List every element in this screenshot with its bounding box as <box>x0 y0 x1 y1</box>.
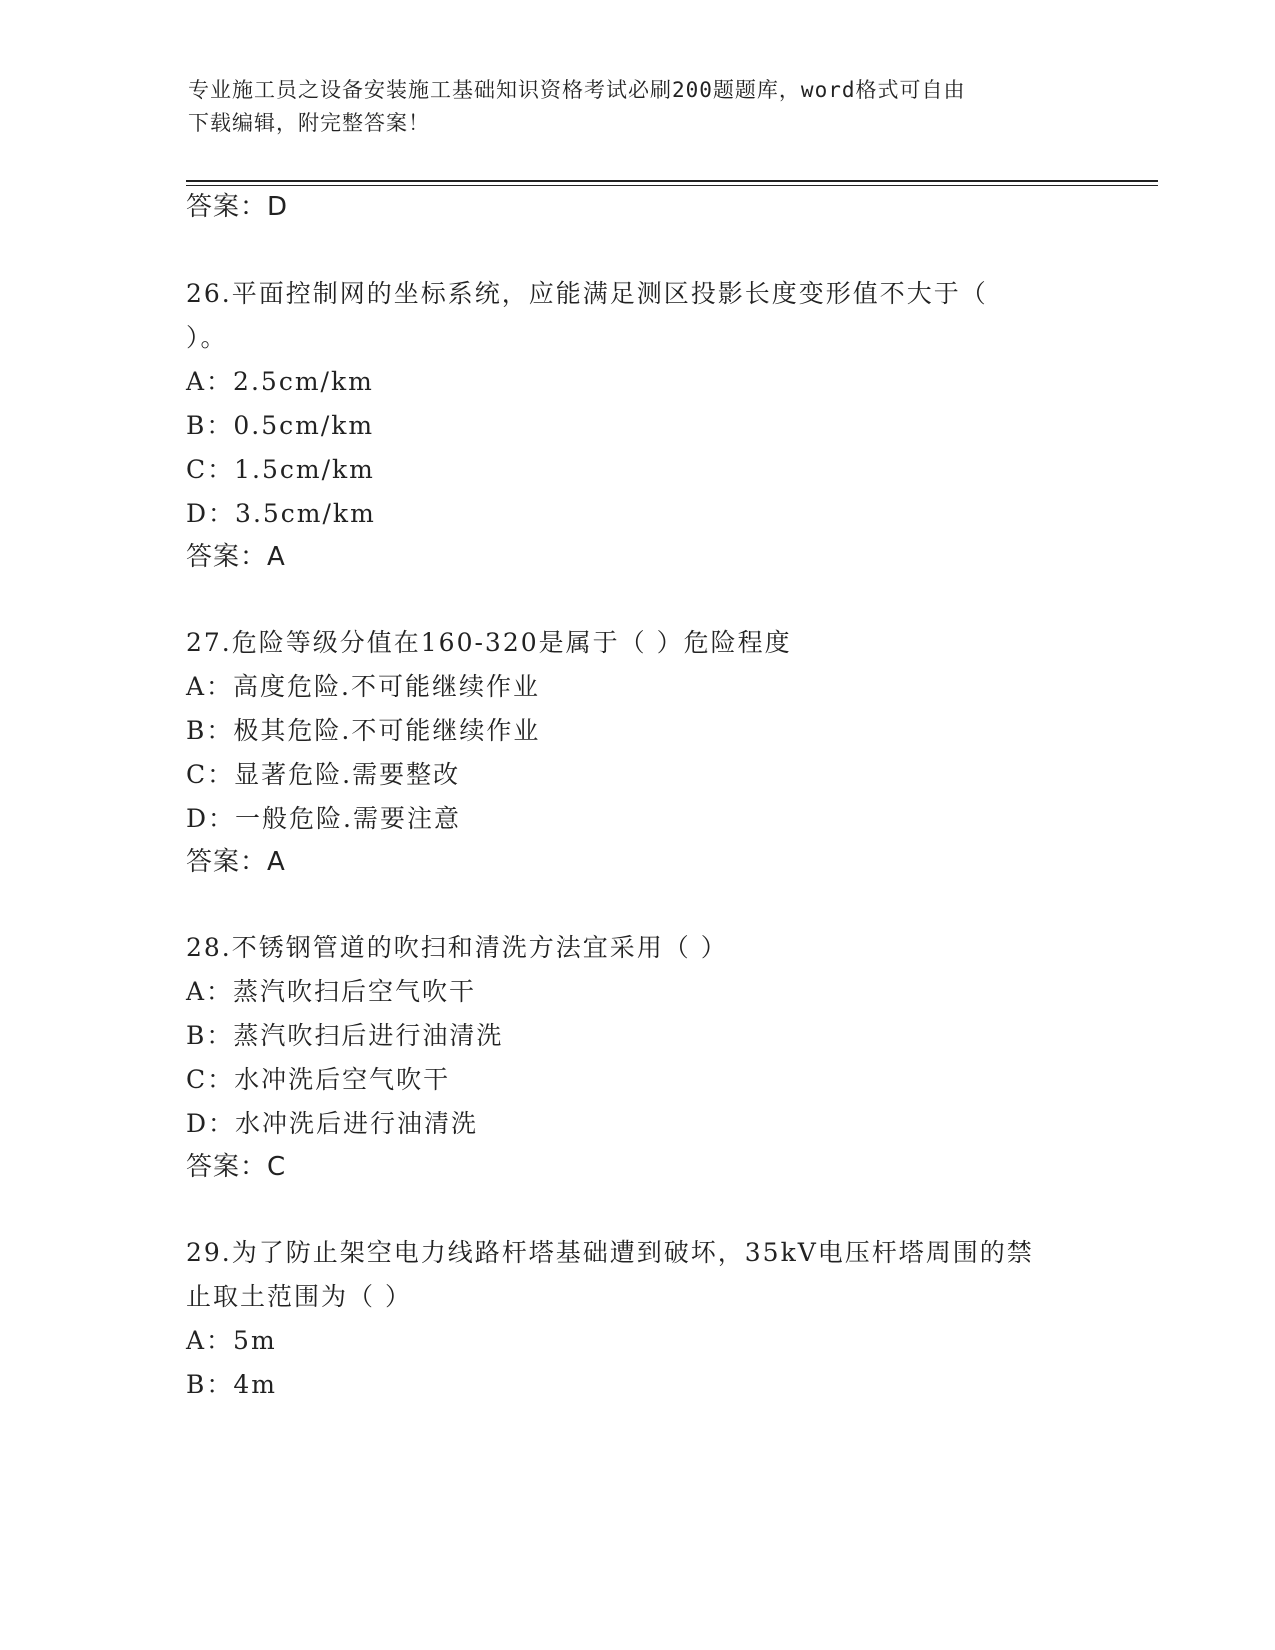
question-28-stem: 28.不锈钢管道的吹扫和清洗方法宜采用（ ） <box>186 933 728 962</box>
question-26-option-d: D：3.5cm/km <box>186 499 376 528</box>
question-29-stem-line-2: 止取土范围为（ ） <box>186 1282 412 1311</box>
question-28-option-d: D：水冲洗后进行油清洗 <box>186 1109 479 1138</box>
question-26-option-b: B：0.5cm/km <box>186 411 375 440</box>
question-27-option-a: A：高度危险.不可能继续作业 <box>186 672 541 701</box>
previous-answer: 答案：D <box>186 192 289 222</box>
question-27-option-c: C：显著危险.需要整改 <box>186 760 461 789</box>
question-27-option-d: D：一般危险.需要注意 <box>186 804 461 833</box>
question-26-option-c: C：1.5cm/km <box>186 455 375 484</box>
question-26-answer: 答案：A <box>186 542 286 572</box>
question-26-option-a: A：2.5cm/km <box>186 367 374 396</box>
header-line-2: 下载编辑，附完整答案！ <box>188 111 430 135</box>
question-29-option-a: A：5m <box>186 1326 277 1355</box>
question-28-option-c: C：水冲洗后空气吹干 <box>186 1065 451 1094</box>
header-divider <box>186 180 1158 182</box>
question-26-stem-line-2: ）。 <box>186 323 228 352</box>
question-29-option-b: B：4m <box>186 1370 277 1399</box>
question-28-answer: 答案：C <box>186 1152 287 1182</box>
document-header <box>188 74 1068 140</box>
question-28-option-b: B：蒸汽吹扫后进行油清洗 <box>186 1021 504 1050</box>
header-divider-thin <box>186 185 1158 186</box>
question-28-option-a: A：蒸汽吹扫后空气吹干 <box>186 977 477 1006</box>
question-26-stem-line-1: 26.平面控制网的坐标系统，应能满足测区投影长度变形值不大于（ <box>186 279 988 308</box>
header-line-1: 专业施工员之设备安装施工基础知识资格考试必刷200题题库，word格式可自由 <box>188 78 966 102</box>
question-27-answer: 答案：A <box>186 847 286 877</box>
question-29-stem-line-1: 29.为了防止架空电力线路杆塔基础遭到破坏，35kV电压杆塔周围的禁 <box>186 1238 1034 1267</box>
question-27-stem: 27.危险等级分值在160-320是属于（ ）危险程度 <box>186 628 792 657</box>
question-27-option-b: B：极其危险.不可能继续作业 <box>186 716 541 745</box>
